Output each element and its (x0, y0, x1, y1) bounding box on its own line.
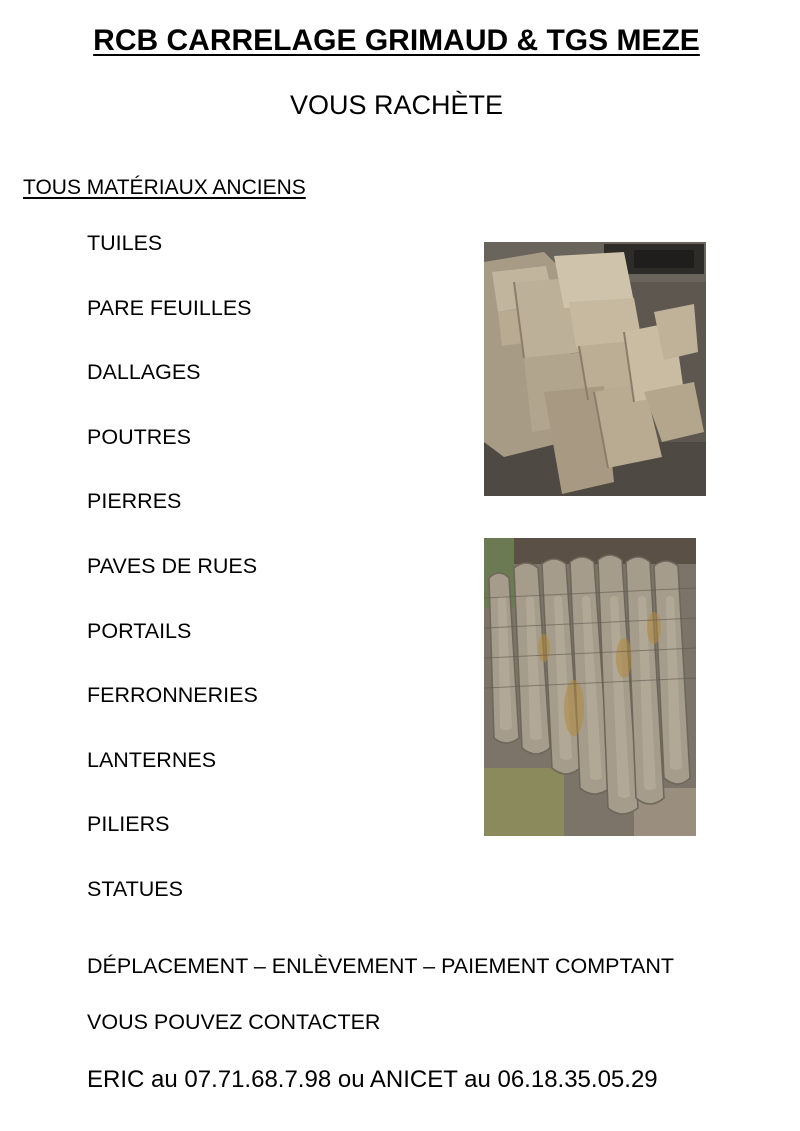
list-item: PORTAILS (87, 618, 192, 643)
photo-floor-tiles (484, 242, 706, 496)
list-item: PILIERS (87, 812, 170, 837)
list-item: PIERRES (87, 489, 182, 514)
page-subtitle: VOUS RACHÈTE (289, 90, 504, 120)
contact-intro: VOUS POUVEZ CONTACTER (87, 1010, 381, 1034)
list-item: PAVES DE RUES (87, 553, 258, 578)
page-title: RCB CARRELAGE GRIMAUD & TGS MEZE (93, 24, 700, 57)
materials-list (87, 228, 258, 939)
list-item: POUTRES (87, 424, 191, 449)
photo-roof-tiles (484, 538, 696, 836)
services-line: DÉPLACEMENT – ENLÈVEMENT – PAIEMENT COMPTANT (87, 954, 674, 978)
list-item: PARE FEUILLES (87, 295, 252, 320)
section-heading: TOUS MATÉRIAUX ANCIENS (23, 176, 306, 199)
list-item: TUILES (87, 231, 163, 255)
list-item: STATUES (87, 876, 183, 901)
contact-details: ERIC au 07.71.68.7.98 ou ANICET au 06.18.35.05.29 (87, 1066, 658, 1093)
list-item: DALLAGES (87, 360, 201, 385)
list-item: LANTERNES (87, 747, 217, 772)
list-item: FERRONNERIES (87, 683, 258, 708)
